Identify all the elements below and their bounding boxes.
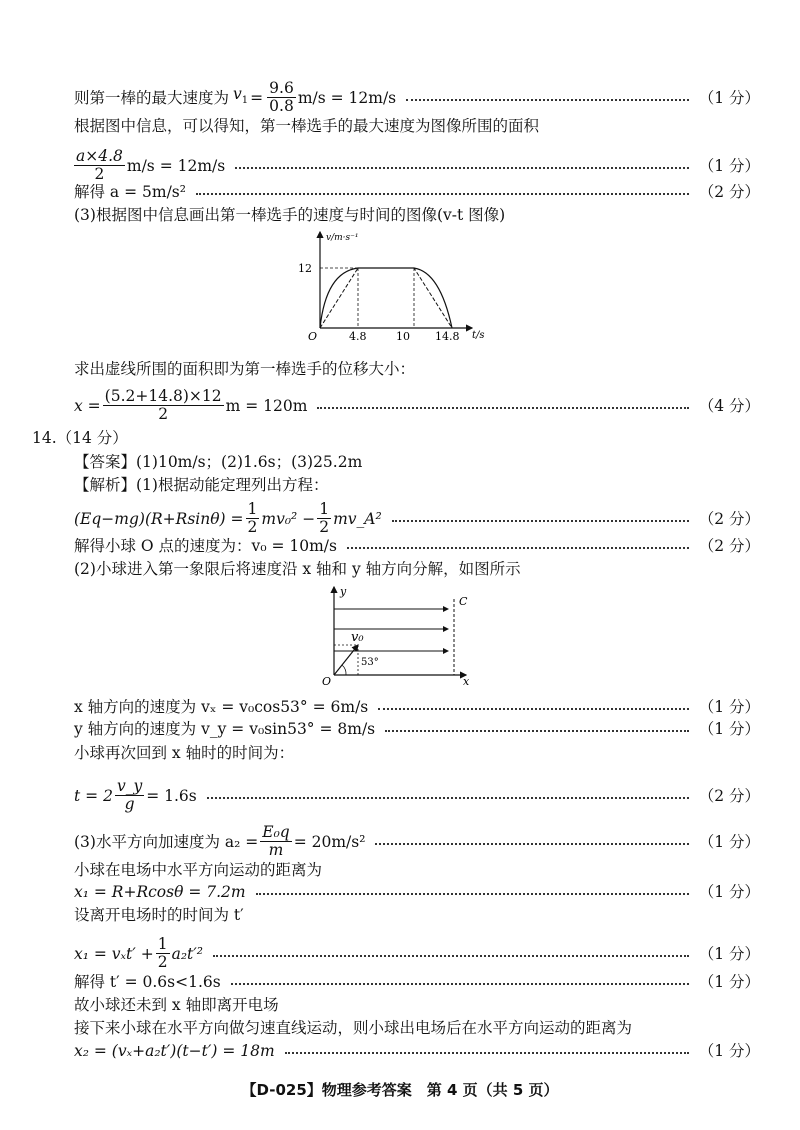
line-conclusion: 故小球还未到 x 轴即离开电场 [74,996,279,1014]
leader-dots [256,893,689,895]
line-vy [74,719,760,739]
points: （1 分） [698,1042,760,1060]
line-exit-time: 设离开电场时的时间为 t′ [74,906,244,924]
fraction [260,824,291,859]
points: （1 分） [698,832,760,851]
numerator: E₀q [262,823,290,841]
leader-dots [196,193,689,195]
eq: = [250,88,264,107]
text: 则第一棒的最大速度为 [74,88,230,107]
line-accel [74,824,760,859]
var: v [233,84,242,103]
velocity-diagram [318,583,478,688]
text: t = 2 [74,786,113,805]
numerator: a×4.8 [76,147,123,165]
line-part3: (3)根据图中信息画出第一棒选手的速度与时间的图像(v-t 图像) [74,206,506,224]
line-area-info: 根据图中信息，可以得知，第一棒选手的最大速度为图像所围的面积 [74,117,540,135]
fraction [74,148,125,183]
boundary-label: C [459,595,468,608]
text: mv_A² [333,509,382,528]
line-max-speed [74,80,760,115]
leader-dots [285,1052,689,1054]
leader-dots [392,520,689,522]
text: m = 120m [225,396,308,415]
x-label: t/s [472,330,485,341]
vt-graph [290,228,510,350]
points: （2 分） [698,183,760,201]
x-tick-10: 10 [396,330,410,343]
points: （1 分） [698,720,760,738]
line-x1-eq [74,936,760,971]
points: （1 分） [698,156,760,175]
text: x 轴方向的速度为 vₓ = v₀cos53° = 6m/s [74,698,369,716]
line-time-eq [74,778,760,813]
y-label: v/m·s⁻¹ [326,233,359,243]
line-solve-a [74,182,760,202]
line-v0 [74,536,760,556]
text: (Eq−mg)(R+Rsinθ) = [74,509,244,528]
leader-dots [347,547,689,549]
x-tick-14.8: 14.8 [435,330,460,343]
line-return-time: 小球再次回到 x 轴时的时间为： [74,744,295,762]
points: （2 分） [698,537,760,555]
question-14-header: 14.（14 分） [32,429,128,447]
line-x1 [74,882,760,902]
points: （1 分） [698,944,760,963]
denominator: 0.8 [269,97,294,115]
text: 解得小球 O 点的速度为：v₀ = 10m/s [74,537,337,555]
numerator: 9.6 [269,79,294,97]
denominator: 2 [319,518,330,536]
fraction [115,778,144,813]
text: 解得 t′ = 0.6s<1.6s [74,973,221,991]
solid-curve [320,268,452,328]
line-energy-eq [74,501,760,536]
origin-label: O [322,675,332,688]
denominator: 2 [94,165,105,183]
leader-dots [385,730,689,732]
points: （1 分） [698,883,760,901]
points: （1 分） [698,698,760,716]
leader-dots [207,797,689,799]
text: a₂t′² [171,944,204,963]
leader-dots [213,955,689,957]
numerator: 1 [319,500,330,518]
line-x2 [74,1041,760,1061]
x-axis-label: x [463,675,470,688]
angle-arc [342,665,346,675]
denominator: m [268,841,284,859]
numerator: v_y [116,777,143,795]
page-footer: 【D-025】物理参考答案 第 4 页（共 5 页） [241,1081,559,1099]
x-tick-4.8: 4.8 [349,330,367,343]
fraction [267,80,296,115]
line-part2: (2)小球进入第一象限后将速度沿 x 轴和 y 轴方向分解，如图所示 [74,560,521,578]
line-t-prime [74,972,760,992]
numerator: 1 [247,500,258,518]
text: y 轴方向的速度为 v_y = v₀sin53° = 8m/s [74,720,376,738]
points: （1 分） [698,973,760,991]
points: （2 分） [698,786,760,805]
text: x₂ = (vₓ+a₂t′)(t−t′) = 18m [74,1042,275,1060]
line-area-note: 求出虚线所围的面积即为第一棒选手的位移大小： [74,360,416,378]
denominator: 2 [157,953,168,971]
leader-dots [378,708,688,710]
text: = 20m/s² [293,832,366,851]
leader-dots [235,167,688,169]
line-dist-intro: 小球在电场中水平方向运动的距离为 [74,861,323,879]
denominator: g [124,795,135,813]
line-area-eq [74,148,760,183]
analysis-line: 【解析】(1)根据动能定理列出方程： [74,476,329,494]
fraction [103,388,224,423]
numerator: (5.2+14.8)×12 [104,387,222,405]
numerator: 1 [157,935,168,953]
text: mv₀² − [261,509,316,528]
y-axis-label: y [340,585,347,598]
answer-line: 【答案】(1)10m/s；(2)1.6s；(3)25.2m [74,453,363,471]
fraction [246,501,260,536]
text: x₁ = R+Rcosθ = 7.2m [74,883,246,901]
leader-dots [406,99,689,101]
v0-label: v₀ [351,630,364,645]
text: 解得 a = 5m/s² [74,183,186,201]
leader-dots [231,983,689,985]
fraction [317,501,331,536]
sub: 1 [241,95,249,107]
text: m/s = 12m/s [297,88,397,107]
text: = 1.6s [146,786,197,805]
text: m/s = 12m/s [126,156,226,175]
leader-dots [375,843,688,845]
line-uniform-motion: 接下来小球在水平方向做匀速直线运动，则小球出电场后在水平方向运动的距离为 [74,1019,633,1037]
origin-label: O [308,330,318,343]
points: （4 分） [698,396,760,415]
denominator: 2 [158,405,169,423]
text: x = [74,396,101,415]
text: x₁ = vₓt′ + [74,944,154,963]
denominator: 2 [247,518,258,536]
fraction [156,936,170,971]
line-vx [74,697,760,717]
points: （1 分） [698,88,760,107]
points: （2 分） [698,509,760,528]
leader-dots [317,407,688,409]
line-displacement [74,388,760,423]
y-tick-12: 12 [298,262,312,275]
text: (3)水平方向加速度为 a₂ = [74,832,259,851]
angle-label: 53° [361,657,379,668]
